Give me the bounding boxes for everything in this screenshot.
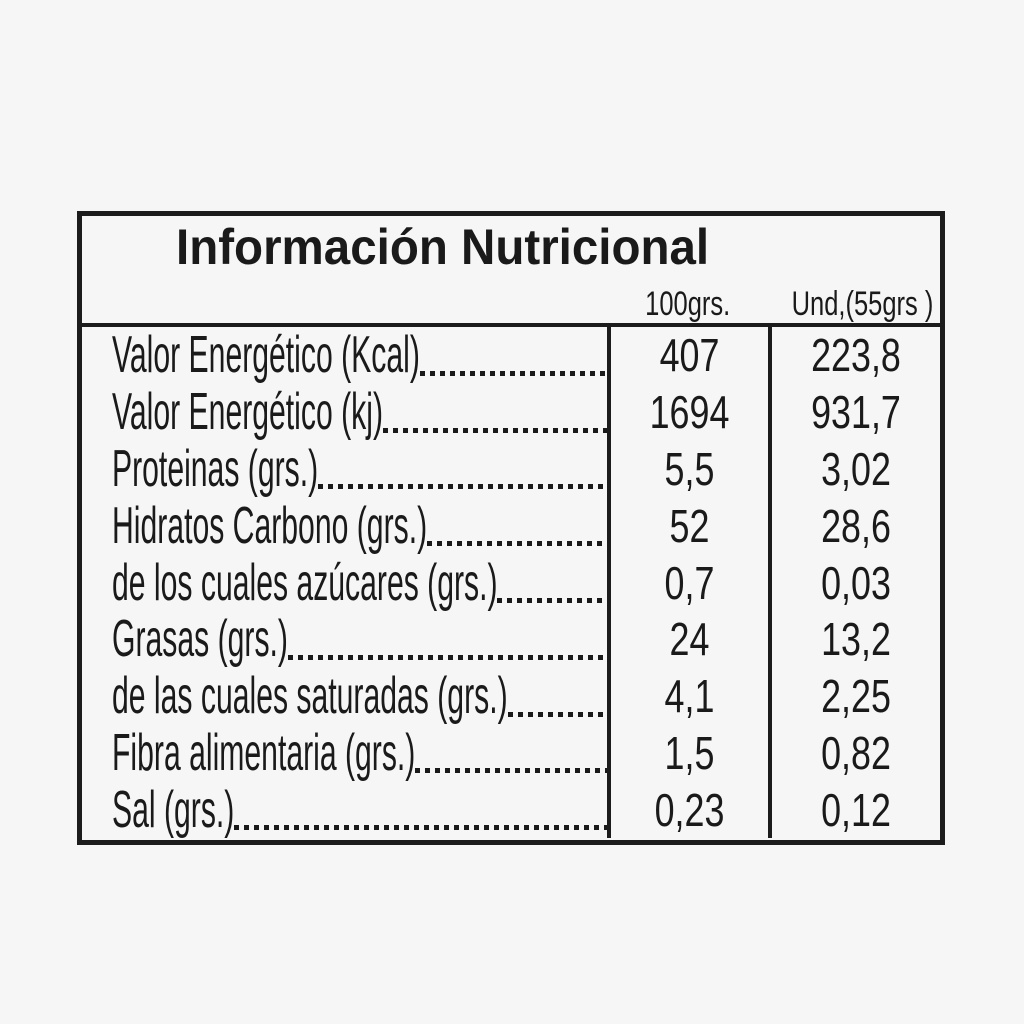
value-per-unit: 2,25	[821, 670, 891, 723]
dotted-leader	[420, 371, 607, 376]
value-per-100g: 24	[669, 613, 710, 666]
value-per-unit: 223,8	[811, 329, 901, 382]
row-label: de los cuales azúcares (grs.)	[112, 554, 498, 611]
value-per-unit: 0,03	[821, 556, 891, 609]
value-per-100g: 0,23	[654, 783, 725, 836]
table-row-carbohydrates	[82, 497, 940, 554]
dotted-leader	[497, 598, 607, 603]
value-per-100g: 407	[659, 329, 720, 382]
table-row-energy-kcal	[82, 327, 940, 384]
row-label: Valor Energético (kj)	[112, 383, 383, 441]
table-row-energy-kj	[82, 384, 940, 441]
row-label: Sal (grs.)	[112, 781, 235, 839]
value-per-100g: 52	[669, 499, 710, 552]
table-title: Información Nutricional	[176, 219, 710, 275]
row-label: Grasas (grs.)	[112, 610, 288, 668]
value-per-100g: 1,5	[664, 726, 715, 779]
row-label: Hidratos Carbono (grs.)	[112, 497, 428, 555]
table-row-sugars	[82, 554, 940, 611]
table-body	[82, 327, 940, 838]
value-per-unit: 28,6	[821, 499, 891, 552]
dotted-leader	[508, 712, 607, 717]
column-headers	[82, 287, 940, 321]
value-per-100g: 0,7	[664, 556, 715, 609]
value-per-unit: 13,2	[821, 613, 891, 666]
dotted-leader	[383, 428, 607, 433]
value-per-unit: 931,7	[811, 386, 901, 439]
nutrition-facts-table	[77, 211, 945, 845]
value-per-100g: 4,1	[664, 670, 715, 723]
column-header-per-unit: Und,(55grs )	[791, 285, 934, 323]
dotted-leader	[415, 768, 607, 773]
table-row-fiber	[82, 725, 940, 782]
dotted-leader	[427, 541, 607, 546]
value-per-unit: 0,12	[821, 783, 891, 836]
dotted-leader	[318, 484, 607, 489]
column-header-spacer	[82, 287, 607, 321]
row-label: de las cuales saturadas (grs.)	[112, 667, 508, 725]
row-label: Valor Energético (Kcal)	[112, 327, 420, 384]
column-header-per-100g: 100grs.	[644, 285, 731, 323]
row-label: Fibra alimentaria (grs.)	[112, 724, 416, 782]
value-per-100g: 5,5	[664, 442, 715, 495]
value-per-unit: 3,02	[821, 442, 891, 495]
value-per-100g: 1694	[649, 386, 730, 439]
dotted-leader	[234, 825, 607, 830]
table-row-fat	[82, 611, 940, 668]
table-title-row	[82, 218, 940, 276]
table-row-salt	[82, 781, 940, 838]
table-row-saturated-fat	[82, 668, 940, 725]
table-header	[82, 218, 940, 327]
dotted-leader	[288, 655, 607, 660]
row-label: Proteinas (grs.)	[112, 440, 319, 498]
table-row-protein	[82, 441, 940, 498]
value-per-unit: 0,82	[821, 726, 891, 779]
